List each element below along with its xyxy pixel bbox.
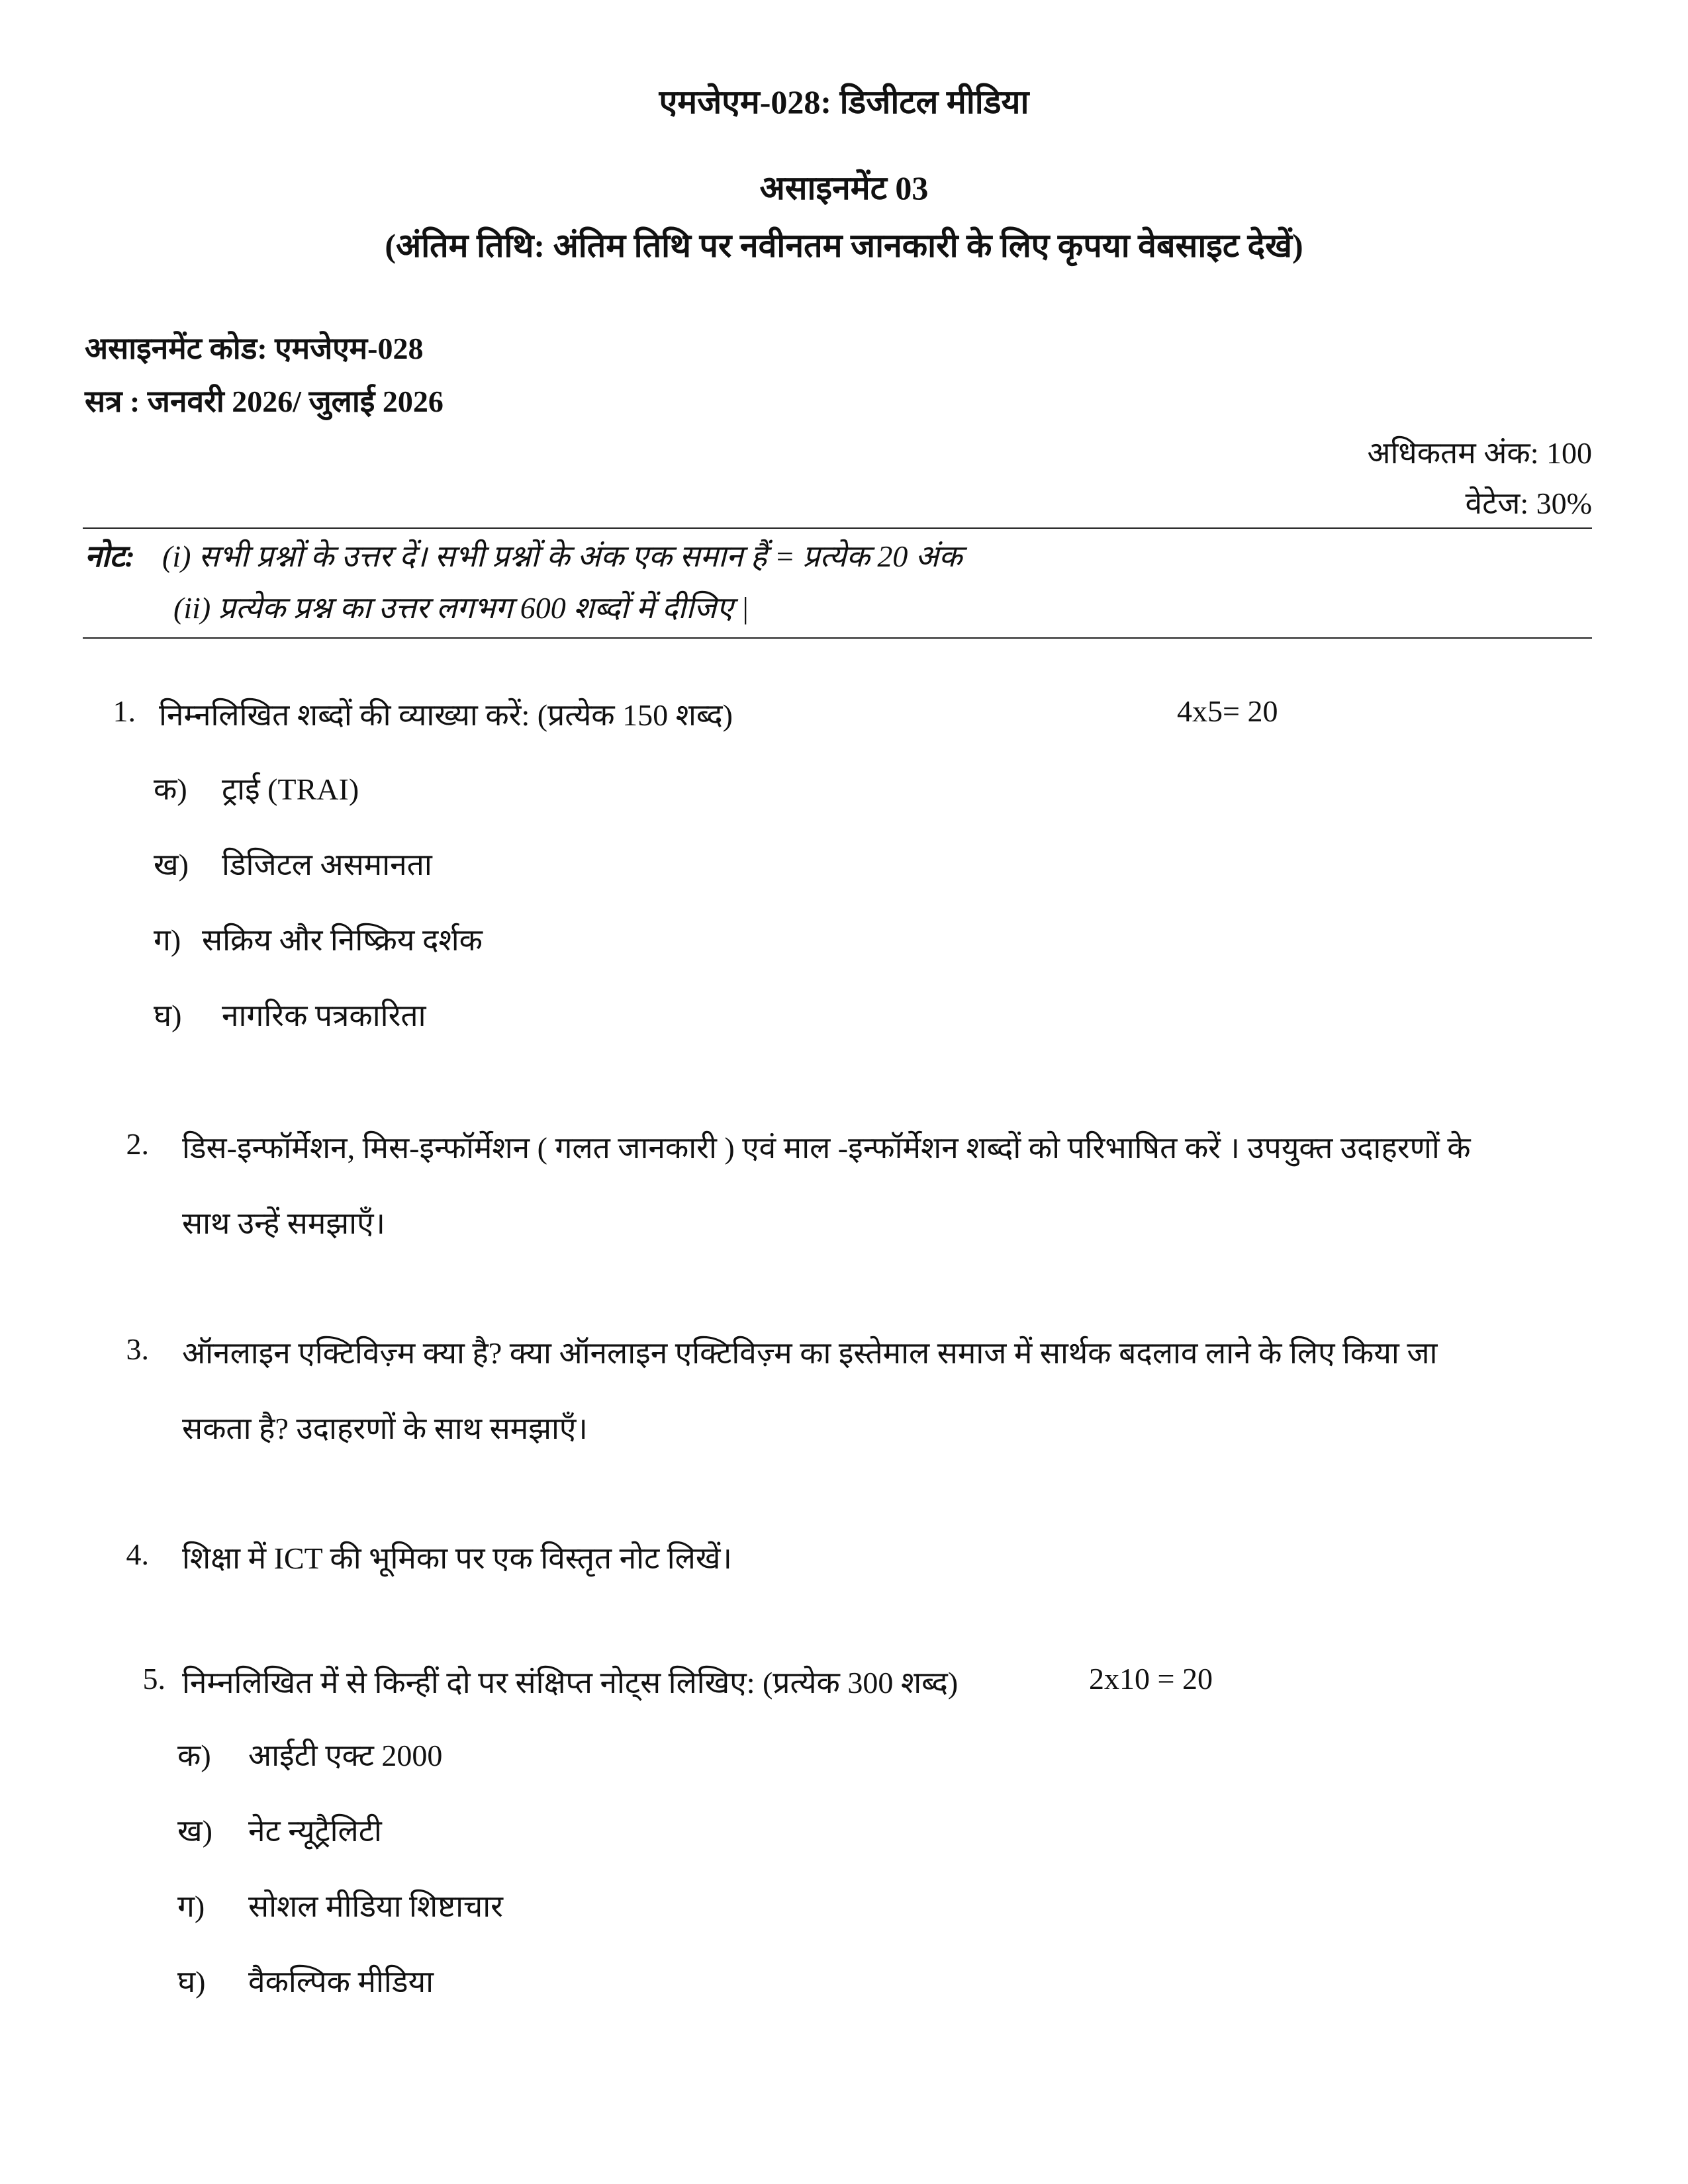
- item-text: वैकल्पिक मीडिया: [248, 1965, 434, 1999]
- item-label: घ): [177, 1965, 206, 1999]
- question-text-line-2: साथ उन्हें समझाएँ।: [182, 1206, 385, 1240]
- question-number: 5.: [142, 1662, 165, 1696]
- item-text: नागरिक पत्रकारिता: [222, 999, 426, 1032]
- deadline: (अंतिम तिथि: अंतिम तिथि पर नवीनतम जानकारी के लिए कृपया वेबसाइट देखें): [385, 227, 1303, 264]
- question-marks: 4x5= 20: [1177, 694, 1278, 728]
- assignment-title: असाइनमेंट 03: [759, 169, 929, 206]
- max-marks: अधिकतम अंक: 100: [1367, 436, 1592, 470]
- item-label: ग): [177, 1889, 205, 1923]
- item-label: ग): [154, 923, 181, 957]
- item-text: सोशल मीडिया शिष्टाचार: [248, 1889, 503, 1923]
- question-text-line-1: ऑनलाइन एक्टिविज़्म क्या है? क्या ऑनलाइन एक्टिविज़्म का इस्तेमाल समाज में सार्थक बदलाव लाने के लिए किया जा: [182, 1336, 1438, 1370]
- note-top-rule: [83, 527, 1592, 529]
- item-text: नेट न्यूट्रैलिटी: [248, 1814, 382, 1848]
- item-label: घ): [154, 999, 182, 1032]
- item-text: आईटी एक्ट 2000: [248, 1739, 443, 1772]
- note-line-2: (ii) प्रत्येक प्रश्न का उत्तर लगभग 600 शब्दों में दीजिए |: [173, 591, 749, 625]
- question-number: 4.: [126, 1537, 149, 1571]
- weightage: वेटेज: 30%: [1465, 486, 1592, 520]
- session: सत्र : जनवरी 2026/ जुलाई 2026: [85, 385, 444, 418]
- question-marks: 2x10 = 20: [1089, 1662, 1213, 1696]
- item-label: ख): [177, 1814, 212, 1848]
- assignment-code: असाइनमेंट कोड: एमजेएम-028: [85, 332, 424, 365]
- item-text: सक्रिय और निष्क्रिय दर्शक: [202, 923, 483, 957]
- question-number: 3.: [126, 1332, 149, 1366]
- note-bottom-rule: [83, 637, 1592, 639]
- item-label: क): [154, 772, 187, 806]
- question-text: शिक्षा में ICT की भूमिका पर एक विस्तृत नोट लिखें।: [182, 1541, 732, 1575]
- course-title: एमजेएम-028: डिजीटल मीडिया: [659, 83, 1029, 120]
- question-text: निम्नलिखित शब्दों की व्याख्या करें: (प्रत्येक 150 शब्द): [159, 698, 733, 732]
- item-label: क): [177, 1739, 211, 1772]
- item-text: ट्राई (TRAI): [222, 772, 359, 806]
- question-text: निम्नलिखित में से किन्हीं दो पर संक्षिप्त नोट्स लिखिए: (प्रत्येक 300 शब्द): [182, 1666, 959, 1700]
- item-text: डिजिटल असमानता: [222, 848, 432, 882]
- note-line-1: (i) सभी प्रश्नों के उत्तर दें। सभी प्रश्नों के अंक एक समान हैं = प्रत्येक 20 अंक: [162, 539, 962, 573]
- note-label: नोट:: [85, 539, 135, 573]
- question-text-line-2: सकता है? उदाहरणों के साथ समझाएँ।: [182, 1412, 588, 1445]
- question-number: 2.: [126, 1127, 149, 1161]
- question-number: 1.: [113, 694, 136, 728]
- item-label: ख): [154, 848, 189, 882]
- question-text-line-1: डिस-इन्फॉर्मेशन, मिस-इन्फॉर्मेशन ( गलत जानकारी ) एवं माल -इन्फॉर्मेशन शब्दों को परिभाषित करें । उपयुक्त उदाहरणों के: [182, 1131, 1471, 1165]
